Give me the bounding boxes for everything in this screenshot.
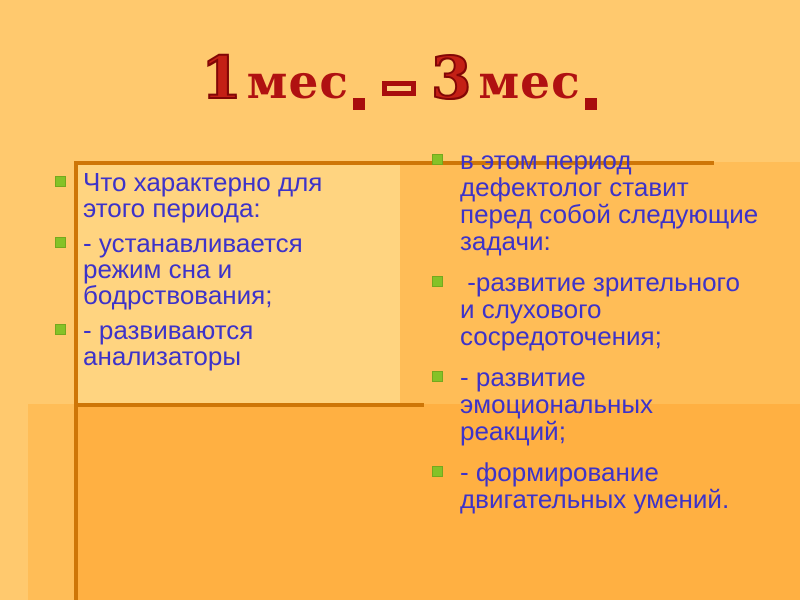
title-word: мес <box>478 55 581 110</box>
title-digit: 3 <box>431 44 473 112</box>
title-dash <box>382 81 416 96</box>
list-item <box>50 230 410 308</box>
list-item-text <box>460 364 653 445</box>
text-line: режим сна и <box>83 254 233 284</box>
list-item <box>426 269 796 350</box>
text-line: сосредоточения; <box>460 321 662 351</box>
bullet-square-icon <box>432 371 443 382</box>
title-square-period <box>353 98 365 110</box>
list-item <box>426 147 796 255</box>
list-item-text <box>460 269 740 350</box>
bullet-square-icon <box>432 154 443 165</box>
slide-title <box>0 44 800 113</box>
list-item-text <box>460 459 729 513</box>
bottom-horizontal-accent-line <box>74 403 424 407</box>
title-digit: 1 <box>201 44 243 112</box>
list-item-text <box>83 169 322 221</box>
text-line: - развитие <box>460 362 586 392</box>
bullet-square-icon <box>432 466 443 477</box>
text-line: - развиваются <box>83 315 254 345</box>
text-line: - формирование <box>460 457 659 487</box>
text-line: в этом период <box>460 145 632 175</box>
text-line: бодрствования; <box>83 280 273 310</box>
list-item-text <box>83 317 253 369</box>
right-text-block <box>426 147 796 527</box>
bullet-square-icon <box>55 176 66 187</box>
list-item <box>426 364 796 445</box>
text-line: - устанавливается <box>83 228 303 258</box>
bullet-square-icon <box>432 276 443 287</box>
list-item <box>426 459 796 513</box>
bullet-square-icon <box>55 324 66 335</box>
text-line: и слухового <box>460 294 602 324</box>
background-panel-bottom-strip <box>28 404 74 600</box>
list-item <box>50 317 410 369</box>
text-line: эмоциональных <box>460 389 654 419</box>
list-item-text <box>83 230 303 308</box>
bullet-square-icon <box>55 237 66 248</box>
list-item <box>50 169 410 221</box>
text-line: дефектолог ставит <box>460 172 689 202</box>
text-line: анализаторы <box>83 341 242 371</box>
text-line: реакций; <box>460 416 566 446</box>
title-square-period <box>585 98 597 110</box>
title-word: мес <box>246 55 349 110</box>
text-line: Что характерно для <box>83 167 323 197</box>
text-line: перед собой следующие <box>460 199 759 229</box>
text-line: задачи: <box>460 226 551 256</box>
left-text-block <box>50 169 410 378</box>
text-line: двигательных умений. <box>460 484 730 514</box>
text-line: этого периода: <box>83 193 261 223</box>
list-item-text <box>460 147 758 255</box>
text-line: -развитие зрительного <box>460 267 740 297</box>
